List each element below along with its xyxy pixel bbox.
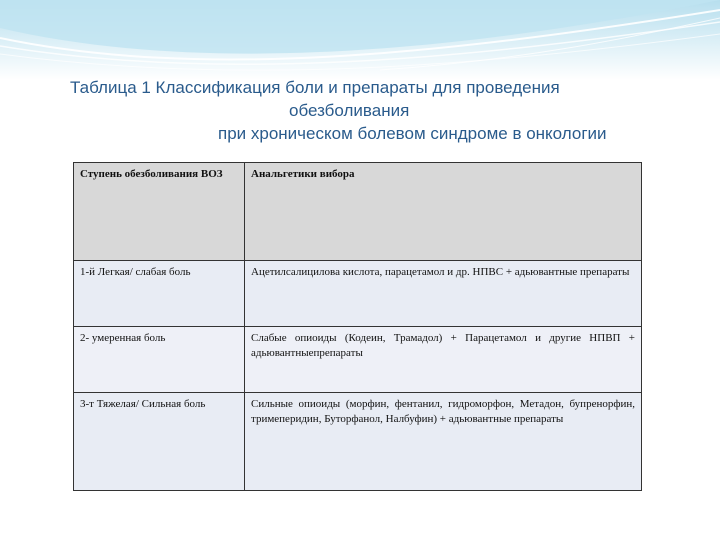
- table-header-row: [74, 163, 642, 261]
- table-row: [74, 393, 642, 491]
- table-row: [74, 261, 642, 327]
- title-line-3: при хроническом болевом синдроме в онкологии: [218, 124, 607, 143]
- stage-cell: 3-т Тяжелая/ Сильная боль: [74, 393, 245, 491]
- stage-cell: 1-й Легкая/ слабая боль: [74, 261, 245, 327]
- drugs-cell: Ацетилсалицилова кислота, парацетамол и др. НПВС + адьювантные препараты: [245, 261, 642, 327]
- drugs-cell: Слабые опиоиды (Кодеин, Трамадол) + Парацетамол и другие НПВП + адьювантныепрепараты: [245, 327, 642, 393]
- title-line-1: Таблица 1 Классификация боли и препараты для проведения: [70, 78, 560, 97]
- header-stage: Ступень обезболивания ВОЗ: [74, 163, 245, 261]
- title-line-2: обезболивания: [289, 101, 410, 120]
- decorative-wave-header: [0, 0, 720, 80]
- stage-cell: 2- умеренная боль: [74, 327, 245, 393]
- pain-classification-table: [73, 162, 642, 491]
- drugs-cell: Сильные опиоиды (морфин, фентанил, гидроморфон, Метадон, бупренорфин, тримеперидин, Буторфанол, Налбуфин) + адьювантные препараты: [245, 393, 642, 491]
- table-row: [74, 327, 642, 393]
- header-analgesics: Анальгетики вибора: [245, 163, 642, 261]
